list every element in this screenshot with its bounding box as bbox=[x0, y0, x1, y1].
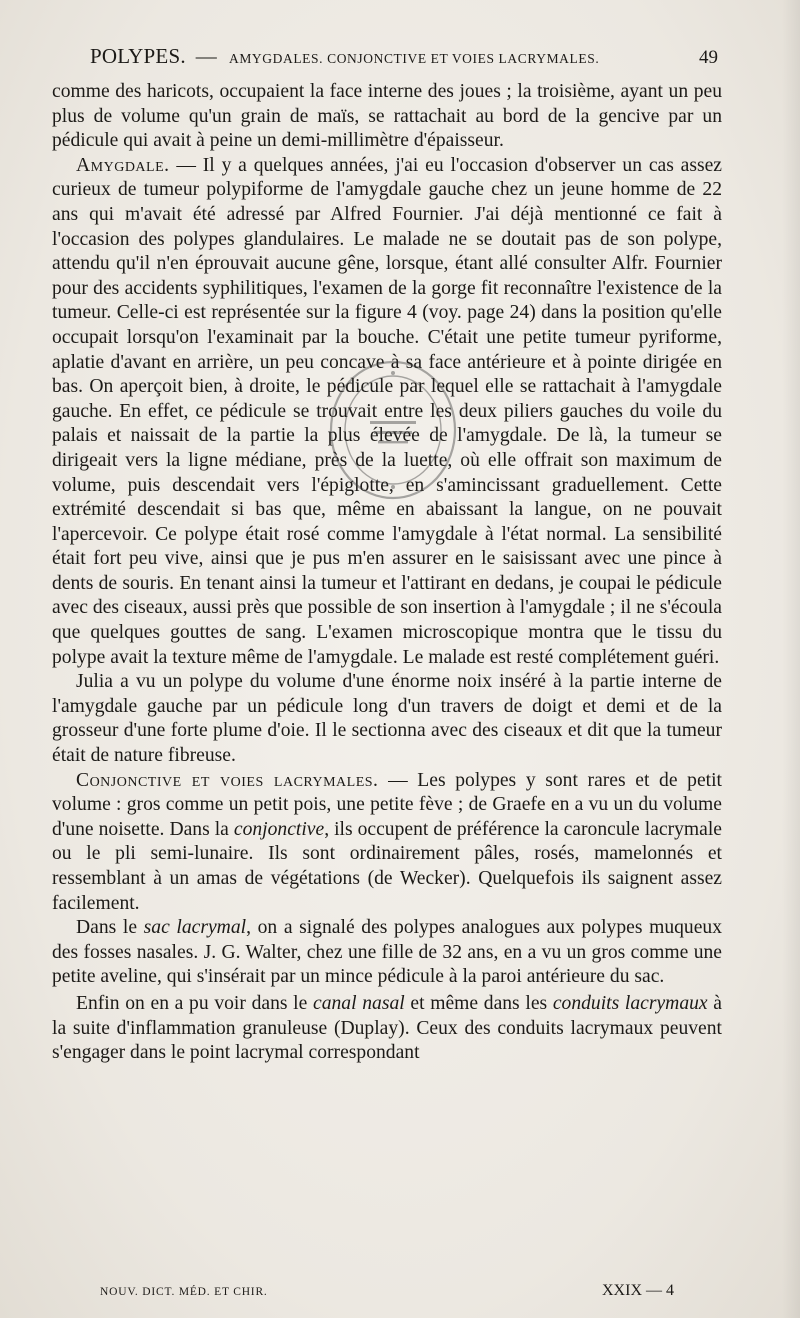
page-edge-shadow bbox=[782, 0, 800, 1318]
paragraph-amygdale bbox=[52, 154, 722, 670]
paragraph-sac-text-b: , on a signalé des polypes analogues aux polypes muqueux des fosses nasales. J. G. Walter, chez une fille de 32 ans, en a vu un gros comme une petite aveline, qui s'insérait par un mince pédicule à la paroi antérieure du sac. bbox=[52, 917, 722, 988]
running-title bbox=[90, 44, 599, 69]
page-footer bbox=[100, 1282, 680, 1300]
paragraph-conjonctive-text-a: — Les polypes y sont rares et de petit volume : gros comme un petit pois, une petite fève ; de Graefe en a vu un du volume d'une noisette. Dans la bbox=[52, 769, 722, 840]
footer-signature: NOUV. DICT. MÉD. ET CHIR. bbox=[100, 1286, 268, 1298]
paragraph-canal-text-b: et même dans les bbox=[404, 992, 553, 1014]
paragraph-canal-nasal bbox=[52, 992, 722, 1066]
paragraph-canal-text-a: Enfin on en a pu voir dans le bbox=[76, 992, 314, 1014]
running-title-main: POLYPES. bbox=[90, 44, 186, 68]
running-header bbox=[90, 44, 722, 74]
page-number: 49 bbox=[699, 47, 718, 68]
paragraph-julia: Julia a vu un polype du volume d'une énorme noix inséré à la partie interne de l'amygdale gauche par un pédicule long d'un travers de doigt et demi et de la grosseur d'une forte plume d'oie. Il le sectionna avec des ciseaux et dit que la tumeur était de nature fibreuse. bbox=[52, 671, 722, 767]
body-text bbox=[52, 80, 722, 1066]
paragraph-canal-text-c: à la suite d'inflammation granuleuse (Duplay). Ceux des conduits lacrymaux peuvent s'engager dans le point lacrymal correspondant bbox=[52, 992, 722, 1064]
running-title-dash: — bbox=[195, 44, 217, 68]
term-canal-nasal: canal nasal bbox=[313, 992, 405, 1014]
term-conduits-lacrymaux: conduits lacrymaux bbox=[552, 992, 708, 1014]
paragraph-sac-lacrymal bbox=[52, 916, 722, 990]
paragraph-conjonctive bbox=[52, 769, 722, 917]
paragraph-conjonctive-text-b: , ils occupent de préférence la caroncule lacrymale ou le pli semi-lunaire. Ils sont ordinairement pâles, rosés, mamelonnés et ressemblant à un amas de végétations (de Wecker). Quelquefois ils saignent assez facilement. bbox=[52, 818, 722, 914]
paragraph-sac-text-a: Dans le bbox=[76, 917, 144, 939]
section-heading-amygdale: Amygdale. bbox=[76, 154, 170, 176]
footer-volume: XXIX — 4 bbox=[602, 1282, 674, 1299]
paragraph-amygdale-text: — Il y a quelques années, j'ai eu l'occasion d'observer un cas assez curieux de tumeur polypiforme de l'amygdale gauche chez un jeune homme de 22 ans qui m'avait été adressé par Alfred Fournier. J'ai déjà mentionné ce fait à l'occasion des polypes glandulaires. Le malade ne se doutait pas de son polype, attendu qu'il n'en éprouvait aucune gêne, lorsque, étant allé consulter Alfr. Fournier pour des accidents syphilitiques, l'examen de la gorge fit reconnaître l'existence de la tumeur. Celle-ci est représentée sur la figure 4 (voy. page 24) dans la position qu'elle occupait lorsqu'on l'examinait par la bouche. C'était une petite tumeur pyriforme, aplatie d'avant en arrière, un peu concave à sa face antérieure et à pointe dirigée en bas. On aperçoit bien, à droite, le pédicule par lequel elle se rattachait à l'amygdale gauche. En effet, ce pédicule se trouvait entre les deux piliers gauches du voile du palais et naissait de la partie la plus élevée de l'amygdale. De là, la tumeur se dirigeait vers la ligne médiane, près de la luette, où elle offrait son maximum de volume, puis descendait vers l'épiglotte, en s'amincissant graduellement. Cette extrémité descendait si bas que, même en abaissant la langue, on ne pouvait l'apercevoir. Ce polype était rosé comme l'amygdale à l'état normal. La sensibilité était fort peu vive, ainsi que je pus m'en assurer en le saisissant avec une pince à dents de souris. En tenant ainsi la tumeur et l'attirant en dedans, je coupai le pédicule avec des ciseaux, aussi près que possible de son insertion à l'amygdale ; il ne s'écoula que quelques gouttes de sang. L'examen microscopique montra que le tissu du polype avait la texture même de l'amygdale. Le malade est resté complétement guéri. bbox=[52, 154, 722, 668]
term-sac-lacrymal: sac lacrymal bbox=[143, 917, 247, 939]
section-heading-conjonctive: Conjonctive et voies lacrymales. bbox=[76, 769, 379, 791]
running-title-sub: AMYGDALES. CONJONCTIVE ET VOIES LACRYMALES. bbox=[228, 51, 600, 66]
paragraph-continuation: comme des haricots, occupaient la face interne des joues ; la troisième, ayant un peu plus de volume qu'un grain de maïs, se rattachait au bord de la gencive par un pédicule qui avait à peine un demi-millimètre d'épaisseur. bbox=[52, 81, 722, 152]
term-conjonctive: conjonctive bbox=[233, 818, 325, 840]
